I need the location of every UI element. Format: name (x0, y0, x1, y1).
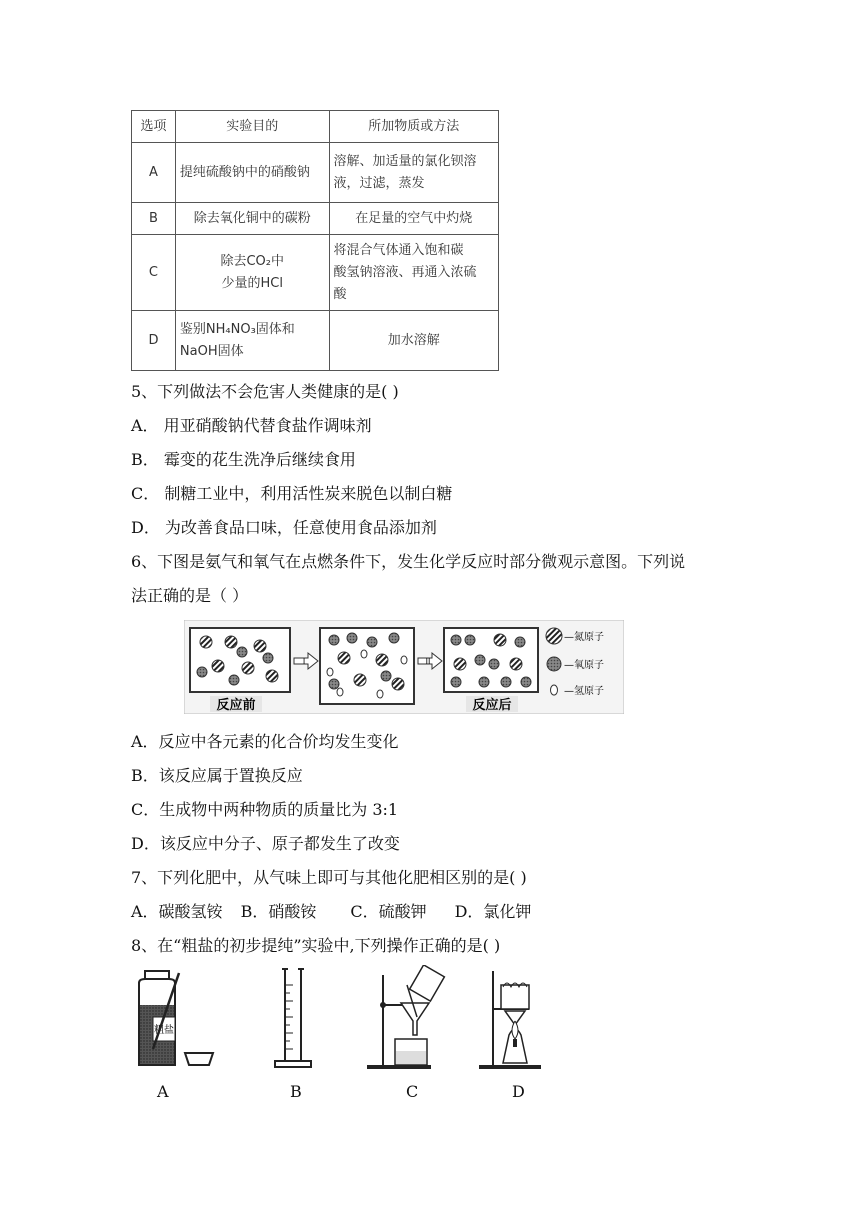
q5-stem: 5、下列做法不会危害人类健康的是( ) (131, 382, 399, 401)
q6-stem-line1: 6、下图是氨气和氧气在点燃条件下，发生化学反应时部分微观示意图。下列说 (131, 552, 686, 571)
header-method: 所加物质或方法 (329, 111, 498, 143)
step1-label: I (302, 657, 306, 666)
filtration-setup-icon (367, 965, 444, 1069)
salt-jar-icon (139, 971, 213, 1065)
row-option: D (132, 311, 176, 371)
row-purpose: 鉴别NH₄NO₃固体和 NaOH固体 (175, 311, 329, 371)
row-method: 溶解、加适量的氯化钡溶 液，过滤，蒸发 (329, 143, 498, 203)
reaction-micro-diagram (184, 620, 624, 714)
q6-option-d: D．该反应中分子、原子都发生了改变 (131, 834, 400, 853)
row-purpose: 除去CO₂中 少量的HCl (175, 235, 329, 311)
q7-option-d: D．氯化钾 (454, 902, 532, 921)
q7-option-a: A．碳酸氢铵 (131, 902, 223, 921)
q8-stem: 8、在“粗盐的初步提纯”实验中,下列操作正确的是( ) (131, 936, 501, 955)
evaporating-dish-icon (185, 1053, 213, 1065)
after-label: 反应后 (472, 698, 512, 713)
table-row (132, 143, 499, 203)
table-header-row (132, 111, 499, 143)
row-method: 将混合气体通入饱和碳 酸氢钠溶液、再通入浓硫 酸 (329, 235, 498, 311)
legend-nitrogen: —氮原子 (564, 632, 604, 643)
caption-d: D (512, 1082, 525, 1101)
jar-label: 粗盐 (154, 1025, 174, 1036)
table-row (132, 311, 499, 371)
caption-a: A (157, 1082, 169, 1101)
row-purpose: 提纯硫酸钠中的硝酸钠 (175, 143, 329, 203)
q6-stem-line2: 法正确的是（ ） (131, 586, 249, 605)
q7-options (131, 902, 531, 922)
caption-b: B (290, 1082, 302, 1101)
q6-option-b: B．该反应属于置换反应 (131, 766, 303, 785)
q7-option-c: C．硫酸钾 (350, 902, 427, 921)
row-purpose: 除去氧化铜中的碳粉 (175, 203, 329, 235)
header-option: 选项 (132, 111, 176, 143)
row-method: 在足量的空气中灼烧 (329, 203, 498, 235)
caption-c: C (406, 1082, 419, 1101)
q5-option-a: A． 用亚硝酸钠代替食盐作调味剂 (131, 416, 372, 435)
evaporation-setup-icon (479, 971, 541, 1069)
legend-oxygen: —氧原子 (564, 660, 604, 671)
header-purpose: 实验目的 (175, 111, 329, 143)
experiment-table (131, 110, 499, 371)
diagram-legend (546, 628, 604, 697)
row-option: A (132, 143, 176, 203)
q6-option-a: A．反应中各元素的化合价均发生变化 (131, 732, 399, 751)
row-method: 加水溶解 (329, 311, 498, 371)
row-option: C (132, 235, 176, 311)
row-option: B (132, 203, 176, 235)
table-row (132, 203, 499, 235)
q5-option-c: C． 制糖工业中，利用活性炭来脱色以制白糖 (131, 484, 453, 503)
q5-option-d: D． 为改善食品口味，任意使用食品添加剂 (131, 518, 437, 537)
before-label: 反应前 (216, 698, 256, 713)
legend-hydrogen: —氢原子 (564, 686, 604, 697)
table-row (132, 235, 499, 311)
q5-option-b: B． 霉变的花生洗净后继续食用 (131, 450, 356, 469)
q6-option-c: C．生成物中两种物质的质量比为 3:1 (131, 800, 399, 819)
q7-stem: 7、下列化肥中，从气味上即可与其他化肥相区别的是( ) (131, 868, 527, 887)
lab-apparatus-figure (125, 965, 565, 1075)
q7-option-b: B．硝酸铵 (240, 902, 317, 921)
graduated-cylinder-icon (275, 969, 311, 1067)
step2-label: II (425, 657, 431, 666)
